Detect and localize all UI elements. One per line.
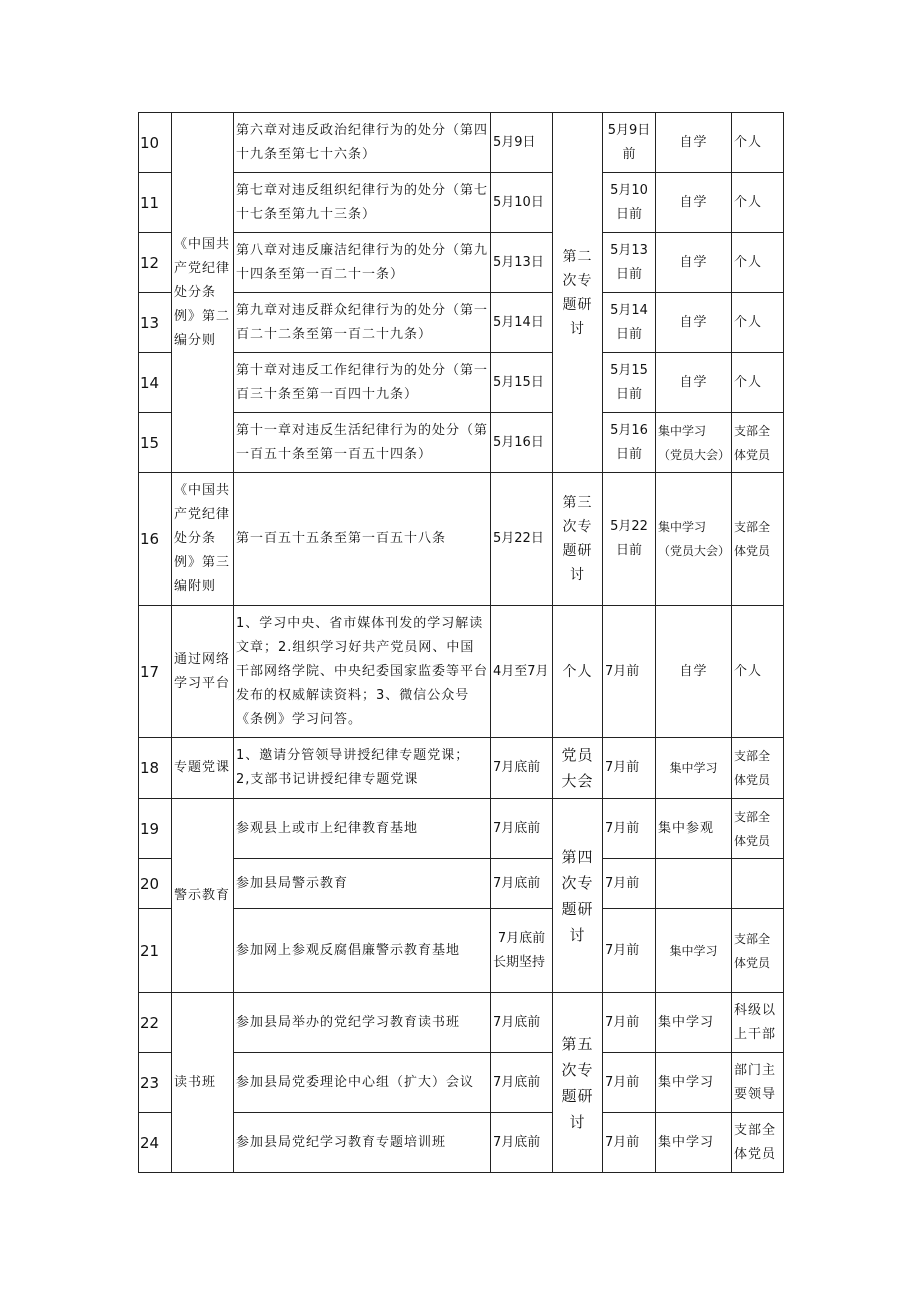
time-cell: 7月底前 — [491, 993, 553, 1053]
time-cell: 7月底前 — [491, 738, 553, 799]
time-cell: 5月13日 — [491, 233, 553, 293]
row-number: 18 — [139, 738, 172, 799]
content-cell: 第十一章对违反生活纪律行为的处分（第一百五十条至第一百五十四条） — [234, 413, 491, 473]
stage-cell: 第二次专题研讨 — [553, 113, 603, 473]
table-row — [139, 113, 784, 173]
deadline-cell: 5月9日前 — [603, 113, 656, 173]
row-number: 14 — [139, 353, 172, 413]
form-cell: 集中学习（党员大会） — [656, 413, 732, 473]
table-row — [139, 859, 784, 909]
deadline-cell: 7月前 — [603, 1113, 656, 1173]
form-cell: 集中学习 — [656, 909, 732, 993]
table-row — [139, 1053, 784, 1113]
category-cell: 通过网络学习平台 — [172, 606, 234, 738]
target-cell: 个人 — [732, 293, 784, 353]
row-number: 11 — [139, 173, 172, 233]
category-cell: 专题党课 — [172, 738, 234, 799]
target-cell: 支部全体党员 — [732, 799, 784, 859]
stage-cell: 第五次专题研讨 — [553, 993, 603, 1173]
row-number: 17 — [139, 606, 172, 738]
target-cell: 支部全体党员 — [732, 473, 784, 606]
form-cell: 自学 — [656, 293, 732, 353]
table-row — [139, 799, 784, 859]
target-cell: 科级以上干部 — [732, 993, 784, 1053]
target-cell: 个人 — [732, 353, 784, 413]
time-line: 7月底前 — [497, 930, 546, 946]
form-cell: 自学 — [656, 353, 732, 413]
category-cell: 警示教育 — [172, 799, 234, 993]
table-row — [139, 993, 784, 1053]
category-cell: 《中国共产党纪律处分条例》第二编分则 — [172, 113, 234, 473]
deadline-cell: 5月13日前 — [603, 233, 656, 293]
table-row — [139, 738, 784, 799]
time-line: 长期坚持 — [493, 954, 546, 970]
time-cell: 5月9日 — [491, 113, 553, 173]
row-number: 10 — [139, 113, 172, 173]
form-cell: 自学 — [656, 113, 732, 173]
time-cell: 5月10日 — [491, 173, 553, 233]
row-number: 13 — [139, 293, 172, 353]
content-cell: 参加县局党委理论中心组（扩大）会议 — [234, 1053, 491, 1113]
time-cell: 4月至7月 — [491, 606, 553, 738]
deadline-cell: 7月前 — [603, 993, 656, 1053]
deadline-cell: 5月10日前 — [603, 173, 656, 233]
deadline-cell: 7月前 — [603, 799, 656, 859]
deadline-cell: 5月16日前 — [603, 413, 656, 473]
deadline-cell: 5月15日前 — [603, 353, 656, 413]
stage-cell: 第四次专题研讨 — [553, 799, 603, 993]
target-cell: 个人 — [732, 233, 784, 293]
form-cell: 集中参观 — [656, 799, 732, 859]
target-cell — [732, 859, 784, 909]
stage-cell: 第三次专题研讨 — [553, 473, 603, 606]
form-cell: 集中学习 — [656, 993, 732, 1053]
form-cell: 自学 — [656, 233, 732, 293]
category-cell: 读书班 — [172, 993, 234, 1173]
target-cell: 个人 — [732, 173, 784, 233]
form-cell: 自学 — [656, 173, 732, 233]
row-number: 16 — [139, 473, 172, 606]
table-row — [139, 413, 784, 473]
table-row — [139, 173, 784, 233]
time-cell: 7月底前 — [491, 1053, 553, 1113]
time-cell: 7月底前 — [491, 799, 553, 859]
row-number: 19 — [139, 799, 172, 859]
time-cell: 5月14日 — [491, 293, 553, 353]
target-cell: 个人 — [732, 113, 784, 173]
content-line: 2,支部书记讲授纪律专题党课 — [236, 772, 419, 787]
content-cell: 第一百五十五条至第一百五十八条 — [234, 473, 491, 606]
table-row — [139, 606, 784, 738]
form-cell: 集中学习（党员大会） — [656, 473, 732, 606]
row-number: 22 — [139, 993, 172, 1053]
time-cell — [491, 909, 553, 993]
table-row — [139, 909, 784, 993]
deadline-cell: 7月前 — [603, 738, 656, 799]
deadline-cell: 5月22日前 — [603, 473, 656, 606]
form-cell: 集中学习 — [656, 1053, 732, 1113]
table-row — [139, 473, 784, 606]
table-row — [139, 293, 784, 353]
content-cell: 第六章对违反政治纪律行为的处分（第四十九条至第七十六条） — [234, 113, 491, 173]
row-number: 24 — [139, 1113, 172, 1173]
deadline-cell: 7月前 — [603, 909, 656, 993]
time-cell: 5月22日 — [491, 473, 553, 606]
target-cell: 支部全体党员 — [732, 909, 784, 993]
deadline-cell: 5月14日前 — [603, 293, 656, 353]
content-cell: 参加县局党纪学习教育专题培训班 — [234, 1113, 491, 1173]
row-number: 23 — [139, 1053, 172, 1113]
stage-cell: 党员大会 — [553, 738, 603, 799]
target-cell: 个人 — [732, 606, 784, 738]
time-cell: 7月底前 — [491, 1113, 553, 1173]
form-cell: 自学 — [656, 606, 732, 738]
form-cell: 集中学习 — [656, 738, 732, 799]
content-cell: 参加县局举办的党纪学习教育读书班 — [234, 993, 491, 1053]
content-cell: 参观县上或市上纪律教育基地 — [234, 799, 491, 859]
content-cell: 1、学习中央、省市媒体刊发的学习解读文章；2.组织学习好共产党员网、中国干部网络学院、中央纪委国家监委等平台发布的权威解读资料；3、微信公众号《条例》学习问答。 — [234, 606, 491, 738]
target-cell: 支部全体党员 — [732, 413, 784, 473]
form-cell: 集中学习 — [656, 1113, 732, 1173]
content-cell: 参加网上参观反腐倡廉警示教育基地 — [234, 909, 491, 993]
row-number: 12 — [139, 233, 172, 293]
table-row — [139, 353, 784, 413]
study-plan-table — [138, 112, 784, 1173]
stage-cell: 个人 — [553, 606, 603, 738]
table-row — [139, 233, 784, 293]
row-number: 20 — [139, 859, 172, 909]
category-cell: 《中国共产党纪律处分条例》第三编附则 — [172, 473, 234, 606]
time-cell: 5月16日 — [491, 413, 553, 473]
form-cell — [656, 859, 732, 909]
target-cell: 部门主要领导 — [732, 1053, 784, 1113]
content-cell: 第十章对违反工作纪律行为的处分（第一百三十条至第一百四十九条） — [234, 353, 491, 413]
content-cell: 参加县局警示教育 — [234, 859, 491, 909]
content-cell: 第九章对违反群众纪律行为的处分（第一百二十二条至第一百二十九条） — [234, 293, 491, 353]
row-number: 21 — [139, 909, 172, 993]
time-cell: 7月底前 — [491, 859, 553, 909]
deadline-cell: 7月前 — [603, 859, 656, 909]
target-cell: 支部全体党员 — [732, 1113, 784, 1173]
deadline-cell: 7月前 — [603, 1053, 656, 1113]
time-cell: 5月15日 — [491, 353, 553, 413]
deadline-cell: 7月前 — [603, 606, 656, 738]
row-number: 15 — [139, 413, 172, 473]
table-row — [139, 1113, 784, 1173]
target-cell: 支部全体党员 — [732, 738, 784, 799]
content-line: 1、邀请分管领导讲授纪律专题党课； — [236, 748, 470, 763]
content-cell: 第七章对违反组织纪律行为的处分（第七十七条至第九十三条） — [234, 173, 491, 233]
content-cell: 第八章对违反廉洁纪律行为的处分（第九十四条至第一百二十一条） — [234, 233, 491, 293]
content-cell — [234, 738, 491, 799]
